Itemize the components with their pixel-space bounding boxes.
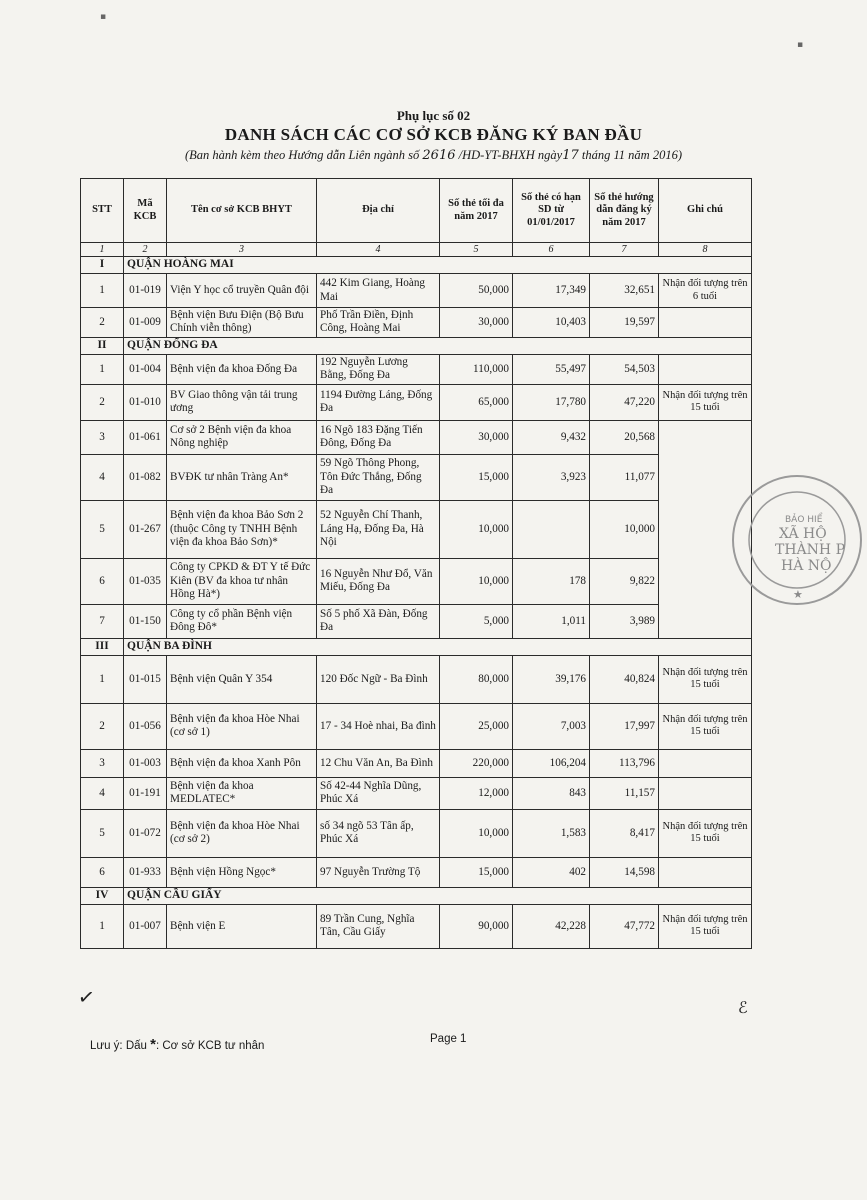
- cell-facility-name: Công ty CPKD & ĐT Y tế Đức Kiên (BV đa khoa tư nhân Hồng Hà*): [167, 558, 317, 604]
- cell-code: 01-004: [124, 354, 167, 384]
- cell-stt: 5: [81, 500, 124, 558]
- cell-code: 01-003: [124, 749, 167, 777]
- cell-address: 12 Chu Văn An, Ba Đình: [317, 749, 440, 777]
- cell-facility-name: Viện Y học cổ truyền Quân đội: [167, 274, 317, 308]
- facility-table: [80, 178, 752, 949]
- cell-valid-cards: 10,403: [513, 308, 590, 338]
- col-header-guide: Số thẻ hướng dẫn đăng ký năm 2017: [590, 179, 659, 243]
- cell-guide-cards: 14,598: [590, 857, 659, 887]
- cell-stt: 2: [81, 703, 124, 749]
- cell-facility-name: Bệnh viện đa khoa Xanh Pôn: [167, 749, 317, 777]
- table-body: [81, 243, 752, 949]
- cell-guide-cards: 113,796: [590, 749, 659, 777]
- cell-facility-name: BV Giao thông vận tải trung ương: [167, 384, 317, 420]
- section-row: [81, 257, 752, 274]
- footnote: [90, 1036, 264, 1053]
- table-row: [81, 777, 752, 809]
- col-index: 3: [167, 243, 317, 257]
- footnote-suffix: : Cơ sở KCB tư nhân: [155, 1040, 265, 1052]
- cell-note: [659, 857, 752, 887]
- section-row: [81, 887, 752, 904]
- table-row: [81, 420, 752, 454]
- cell-stt: 2: [81, 384, 124, 420]
- cell-valid-cards: 178: [513, 558, 590, 604]
- cell-valid-cards: 42,228: [513, 904, 590, 948]
- cell-address: 97 Nguyễn Trường Tộ: [317, 857, 440, 887]
- col-header-valid: Số thẻ có hạn SD từ 01/01/2017: [513, 179, 590, 243]
- cell-note: Nhận đối tượng trên 15 tuổi: [659, 904, 752, 948]
- cell-address: 59 Ngõ Thông Phong, Tôn Đức Thắng, Đống Đa: [317, 454, 440, 500]
- cell-guide-cards: 9,822: [590, 558, 659, 604]
- section-roman: I: [81, 257, 124, 274]
- cell-note: [659, 777, 752, 809]
- cell-valid-cards: 1,583: [513, 809, 590, 857]
- col-index: 1: [81, 243, 124, 257]
- cell-address: 16 Ngõ 183 Đặng Tiến Đông, Đống Đa: [317, 420, 440, 454]
- document-title: DANH SÁCH CÁC CƠ SỞ KCB ĐĂNG KÝ BAN ĐẦU: [224, 125, 643, 144]
- cell-note: [659, 308, 752, 338]
- cell-max-cards: 10,000: [440, 558, 513, 604]
- appendix-label: Phụ lục số 02: [396, 108, 471, 123]
- cell-address: 17 - 34 Hoè nhai, Ba đình: [317, 703, 440, 749]
- cell-facility-name: Bệnh viện đa khoa Đống Đa: [167, 354, 317, 384]
- column-index-row: [81, 243, 752, 257]
- section-roman: II: [81, 337, 124, 354]
- cell-facility-name: Bệnh viện Hồng Ngọc*: [167, 857, 317, 887]
- table-row: [81, 354, 752, 384]
- signature-squiggle-icon: ℰ: [738, 998, 748, 1017]
- cell-facility-name: Công ty cổ phần Bệnh viện Đông Đô*: [167, 604, 317, 638]
- table-row: [81, 655, 752, 703]
- cell-code: 01-072: [124, 809, 167, 857]
- table-row: [81, 454, 752, 500]
- cell-stt: 1: [81, 904, 124, 948]
- header-row: [81, 179, 752, 243]
- cell-address: 192 Nguyễn Lương Bằng, Đống Đa: [317, 354, 440, 384]
- section-roman: III: [81, 638, 124, 655]
- table-row: [81, 274, 752, 308]
- cell-guide-cards: 20,568: [590, 420, 659, 454]
- cell-facility-name: Bệnh viện Bưu Điện (Bộ Bưu Chính viễn thông): [167, 308, 317, 338]
- col-header-stt: STT: [81, 179, 124, 243]
- cell-max-cards: 15,000: [440, 454, 513, 500]
- cell-valid-cards: 7,003: [513, 703, 590, 749]
- footnote-star: *: [150, 1036, 156, 1053]
- section-row: [81, 337, 752, 354]
- cell-valid-cards: 17,349: [513, 274, 590, 308]
- cell-guide-cards: 11,077: [590, 454, 659, 500]
- cell-note: Nhận đối tượng trên 15 tuổi: [659, 384, 752, 420]
- table-row: [81, 500, 752, 558]
- handwritten-doc-number: 2616: [422, 148, 456, 163]
- stamp-line-4: HÀ NỘ: [781, 558, 832, 574]
- cell-code: 01-035: [124, 558, 167, 604]
- cell-code: 01-061: [124, 420, 167, 454]
- col-index: 4: [317, 243, 440, 257]
- cell-max-cards: 10,000: [440, 809, 513, 857]
- cell-facility-name: Cơ sở 2 Bệnh viện đa khoa Nông nghiệp: [167, 420, 317, 454]
- cell-note: Nhận đối tượng trên 15 tuổi: [659, 703, 752, 749]
- cell-guide-cards: 11,157: [590, 777, 659, 809]
- cell-stt: 3: [81, 749, 124, 777]
- cell-valid-cards: 3,923: [513, 454, 590, 500]
- cell-address: 1194 Đường Láng, Đống Đa: [317, 384, 440, 420]
- cell-max-cards: 50,000: [440, 274, 513, 308]
- cell-guide-cards: 32,651: [590, 274, 659, 308]
- table-row: [81, 904, 752, 948]
- cell-address: số 34 ngõ 53 Tân ấp, Phúc Xá: [317, 809, 440, 857]
- cell-valid-cards: 843: [513, 777, 590, 809]
- cell-stt: 4: [81, 777, 124, 809]
- cell-valid-cards: 1,011: [513, 604, 590, 638]
- cell-code: 01-015: [124, 655, 167, 703]
- cell-facility-name: Bệnh viện E: [167, 904, 317, 948]
- cell-max-cards: 30,000: [440, 420, 513, 454]
- cell-max-cards: 90,000: [440, 904, 513, 948]
- cell-address: 120 Đốc Ngữ - Ba Đình: [317, 655, 440, 703]
- cell-valid-cards: 17,780: [513, 384, 590, 420]
- cell-guide-cards: 47,220: [590, 384, 659, 420]
- cell-code: 01-010: [124, 384, 167, 420]
- cell-guide-cards: 40,824: [590, 655, 659, 703]
- table-row: [81, 384, 752, 420]
- cell-valid-cards: [513, 500, 590, 558]
- col-header-name: Tên cơ sở KCB BHYT: [167, 179, 317, 243]
- cell-stt: 4: [81, 454, 124, 500]
- cell-facility-name: Bệnh viện Quân Y 354: [167, 655, 317, 703]
- cell-address: Số 5 phố Xã Đàn, Đống Đa: [317, 604, 440, 638]
- cell-address: 16 Nguyễn Như Đổ, Văn Miếu, Đống Đa: [317, 558, 440, 604]
- cell-code: 01-007: [124, 904, 167, 948]
- corner-dot-icon: ▪: [797, 40, 804, 50]
- cell-max-cards: 65,000: [440, 384, 513, 420]
- table-row: [81, 749, 752, 777]
- col-index: 8: [659, 243, 752, 257]
- col-index: 2: [124, 243, 167, 257]
- stamp-star-icon: ★: [793, 589, 803, 601]
- subtitle-mid: /HD-YT-BHXH ngày: [458, 148, 563, 162]
- cell-guide-cards: 8,417: [590, 809, 659, 857]
- cell-guide-cards: 54,503: [590, 354, 659, 384]
- stamp-line-3: THÀNH P: [775, 542, 845, 558]
- cell-valid-cards: 9,432: [513, 420, 590, 454]
- cell-guide-cards: 47,772: [590, 904, 659, 948]
- section-name: QUẬN HOÀNG MAI: [124, 257, 752, 274]
- cell-max-cards: 110,000: [440, 354, 513, 384]
- stamp-line-2: XÃ HỘ: [779, 526, 827, 542]
- col-index: 7: [590, 243, 659, 257]
- cell-max-cards: 15,000: [440, 857, 513, 887]
- cell-stt: 5: [81, 809, 124, 857]
- table-row: [81, 809, 752, 857]
- cell-max-cards: 12,000: [440, 777, 513, 809]
- cell-code: 01-150: [124, 604, 167, 638]
- cell-address: Phố Trần Điền, Định Công, Hoàng Mai: [317, 308, 440, 338]
- cell-facility-name: Bệnh viện đa khoa Bảo Sơn 2 (thuộc Công ty TNHH Bệnh viện đa khoa Bảo Sơn)*: [167, 500, 317, 558]
- cell-code: 01-082: [124, 454, 167, 500]
- cell-stt: 2: [81, 308, 124, 338]
- cell-stt: 1: [81, 274, 124, 308]
- cell-stt: 6: [81, 558, 124, 604]
- cell-valid-cards: 39,176: [513, 655, 590, 703]
- cell-address: Số 42-44 Nghĩa Dũng, Phúc Xá: [317, 777, 440, 809]
- subtitle-pre: (Ban hành kèm theo Hướng dẫn Liên ngành số: [184, 148, 420, 162]
- col-index: 6: [513, 243, 590, 257]
- cell-guide-cards: 10,000: [590, 500, 659, 558]
- cell-code: 01-056: [124, 703, 167, 749]
- section-name: QUẬN ĐỐNG ĐA: [124, 337, 752, 354]
- subtitle-post: tháng 11 năm 2016): [581, 148, 682, 162]
- cell-guide-cards: 19,597: [590, 308, 659, 338]
- cell-guide-cards: 3,989: [590, 604, 659, 638]
- cell-address: 52 Nguyễn Chí Thanh, Láng Hạ, Đống Đa, Hà Nội: [317, 500, 440, 558]
- col-header-code: Mã KCB: [124, 179, 167, 243]
- cell-stt: 7: [81, 604, 124, 638]
- cell-stt: 1: [81, 655, 124, 703]
- col-header-address: Địa chỉ: [317, 179, 440, 243]
- cell-stt: 3: [81, 420, 124, 454]
- cell-code: 01-267: [124, 500, 167, 558]
- section-row: [81, 638, 752, 655]
- corner-dot-icon: ▪: [100, 12, 107, 22]
- col-index: 5: [440, 243, 513, 257]
- handwritten-mark-icon: ✓: [76, 983, 97, 1011]
- cell-note: [659, 749, 752, 777]
- cell-note: Nhận đối tượng trên 15 tuổi: [659, 809, 752, 857]
- footnote-prefix: Lưu ý: Dấu: [90, 1040, 147, 1052]
- cell-max-cards: 30,000: [440, 308, 513, 338]
- cell-valid-cards: 402: [513, 857, 590, 887]
- cell-note: [659, 354, 752, 384]
- section-name: QUẬN CẦU GIẤY: [124, 887, 752, 904]
- cell-address: 442 Kim Giang, Hoàng Mai: [317, 274, 440, 308]
- page-number: Page 1: [430, 1033, 467, 1045]
- table-row: [81, 308, 752, 338]
- cell-facility-name: Bệnh viện đa khoa MEDLATEC*: [167, 777, 317, 809]
- cell-guide-cards: 17,997: [590, 703, 659, 749]
- cell-stt: 1: [81, 354, 124, 384]
- handwritten-day: 17: [562, 148, 579, 163]
- cell-max-cards: 25,000: [440, 703, 513, 749]
- cell-stt: 6: [81, 857, 124, 887]
- cell-code: 01-191: [124, 777, 167, 809]
- section-roman: IV: [81, 887, 124, 904]
- table-row: [81, 604, 752, 638]
- col-header-max: Số thẻ tối đa năm 2017: [440, 179, 513, 243]
- stamp-line-1: BẢO HIỂ: [785, 515, 823, 525]
- table-row: [81, 558, 752, 604]
- cell-facility-name: Bệnh viện đa khoa Hòe Nhai (cơ sở 2): [167, 809, 317, 857]
- cell-valid-cards: 106,204: [513, 749, 590, 777]
- col-header-note: Ghi chú: [659, 179, 752, 243]
- cell-address: 89 Trần Cung, Nghĩa Tân, Cầu Giấy: [317, 904, 440, 948]
- official-seal-stamp: [727, 470, 867, 610]
- section-name: QUẬN BA ĐÌNH: [124, 638, 752, 655]
- cell-code: 01-019: [124, 274, 167, 308]
- table-row: [81, 703, 752, 749]
- cell-valid-cards: 55,497: [513, 354, 590, 384]
- cell-code: 01-009: [124, 308, 167, 338]
- cell-code: 01-933: [124, 857, 167, 887]
- cell-max-cards: 5,000: [440, 604, 513, 638]
- cell-facility-name: BVĐK tư nhân Tràng An*: [167, 454, 317, 500]
- cell-max-cards: 80,000: [440, 655, 513, 703]
- cell-note: Nhận đối tượng trên 15 tuổi: [659, 655, 752, 703]
- cell-note: Nhận đối tượng trên 6 tuổi: [659, 274, 752, 308]
- cell-max-cards: 10,000: [440, 500, 513, 558]
- cell-max-cards: 220,000: [440, 749, 513, 777]
- cell-facility-name: Bệnh viện đa khoa Hòe Nhai (cơ sở 1): [167, 703, 317, 749]
- table-row: [81, 857, 752, 887]
- document-subtitle: [0, 148, 867, 163]
